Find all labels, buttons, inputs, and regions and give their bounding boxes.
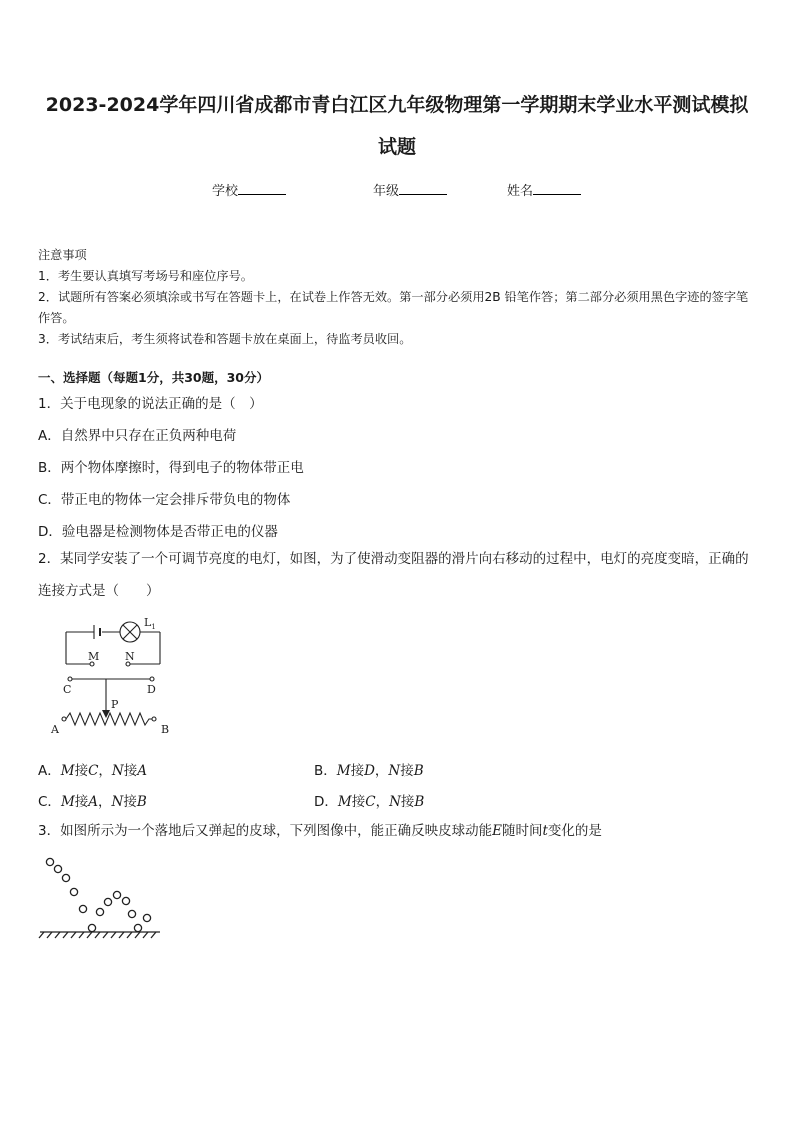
school-blank bbox=[238, 182, 286, 195]
terminal-n-label: N bbox=[125, 650, 135, 663]
name-blank bbox=[533, 182, 581, 195]
grade-label: 年级 bbox=[373, 184, 400, 199]
terminal-d-label: D bbox=[147, 683, 156, 696]
q2-option-a: A．M接C，N接A bbox=[38, 763, 147, 779]
q2-option-d: D．M接C，N接B bbox=[314, 794, 425, 810]
note-item: 1．考生要认真填写考场号和座位序号。 bbox=[38, 269, 253, 283]
name-label: 姓名 bbox=[507, 184, 534, 199]
q1-option-c: C．带正电的物体一定会排斥带负电的物体 bbox=[38, 492, 291, 508]
slider-p-label: P bbox=[111, 698, 119, 711]
notes-block bbox=[38, 245, 758, 350]
note-item: 2．试题所有答案必须填涂或书写在答题卡上，在试卷上作答无效。第一部分必须用2B 铅笔作答；第二部分必须用黑色字迹的签字笔作答。 bbox=[38, 290, 749, 325]
terminal-c-label: C bbox=[63, 683, 72, 696]
note-item: 3．考试结束后，考生须将试卷和答题卡放在桌面上，待监考员收回。 bbox=[38, 332, 412, 346]
grade-blank bbox=[399, 182, 447, 195]
q1-option-a: A．自然界中只存在正负两种电荷 bbox=[38, 428, 237, 444]
terminal-m-label: M bbox=[88, 650, 100, 663]
terminal-a-label: A bbox=[51, 723, 59, 736]
question-1 bbox=[38, 388, 760, 548]
q2-option-c: C．M接A，N接B bbox=[38, 794, 147, 810]
q1-option-b: B．两个物体摩擦时，得到电子的物体带正电 bbox=[38, 460, 304, 476]
name-field bbox=[507, 180, 581, 199]
bouncing-ball-figure bbox=[36, 852, 166, 944]
q2-option-b: B．M接D，N接B bbox=[314, 763, 424, 779]
question-2-stem: 2．某同学安装了一个可调节亮度的电灯，如图，为了使滑动变阻器的滑片向右移动的过程中，电灯的亮度变暗，正确的连接方式是（ ） bbox=[38, 551, 749, 599]
terminal-b-label: B bbox=[161, 723, 170, 736]
question-1-stem: 1．关于电现象的说法正确的是（ ） bbox=[38, 396, 263, 412]
school-label: 学校 bbox=[212, 184, 239, 199]
school-field bbox=[212, 180, 286, 199]
circuit-figure bbox=[44, 612, 194, 742]
question-3-stem: 3．如图所示为一个落地后又弹起的皮球，下列图像中，能正确反映皮球动能E随时间t变化的是 bbox=[38, 823, 602, 839]
lamp-label: $L_1$ bbox=[144, 616, 156, 631]
page-title: 2023-2024学年四川省成都市青白江区九年级物理第一学期期末学业水平测试模拟试题 bbox=[45, 94, 749, 158]
notes-heading: 注意事项 bbox=[38, 248, 87, 262]
q1-option-d: D．验电器是检测物体是否带正电的仪器 bbox=[38, 524, 278, 540]
section-heading: 一、选择题（每题1分，共30题，30分） bbox=[38, 370, 269, 385]
grade-field bbox=[373, 180, 447, 199]
